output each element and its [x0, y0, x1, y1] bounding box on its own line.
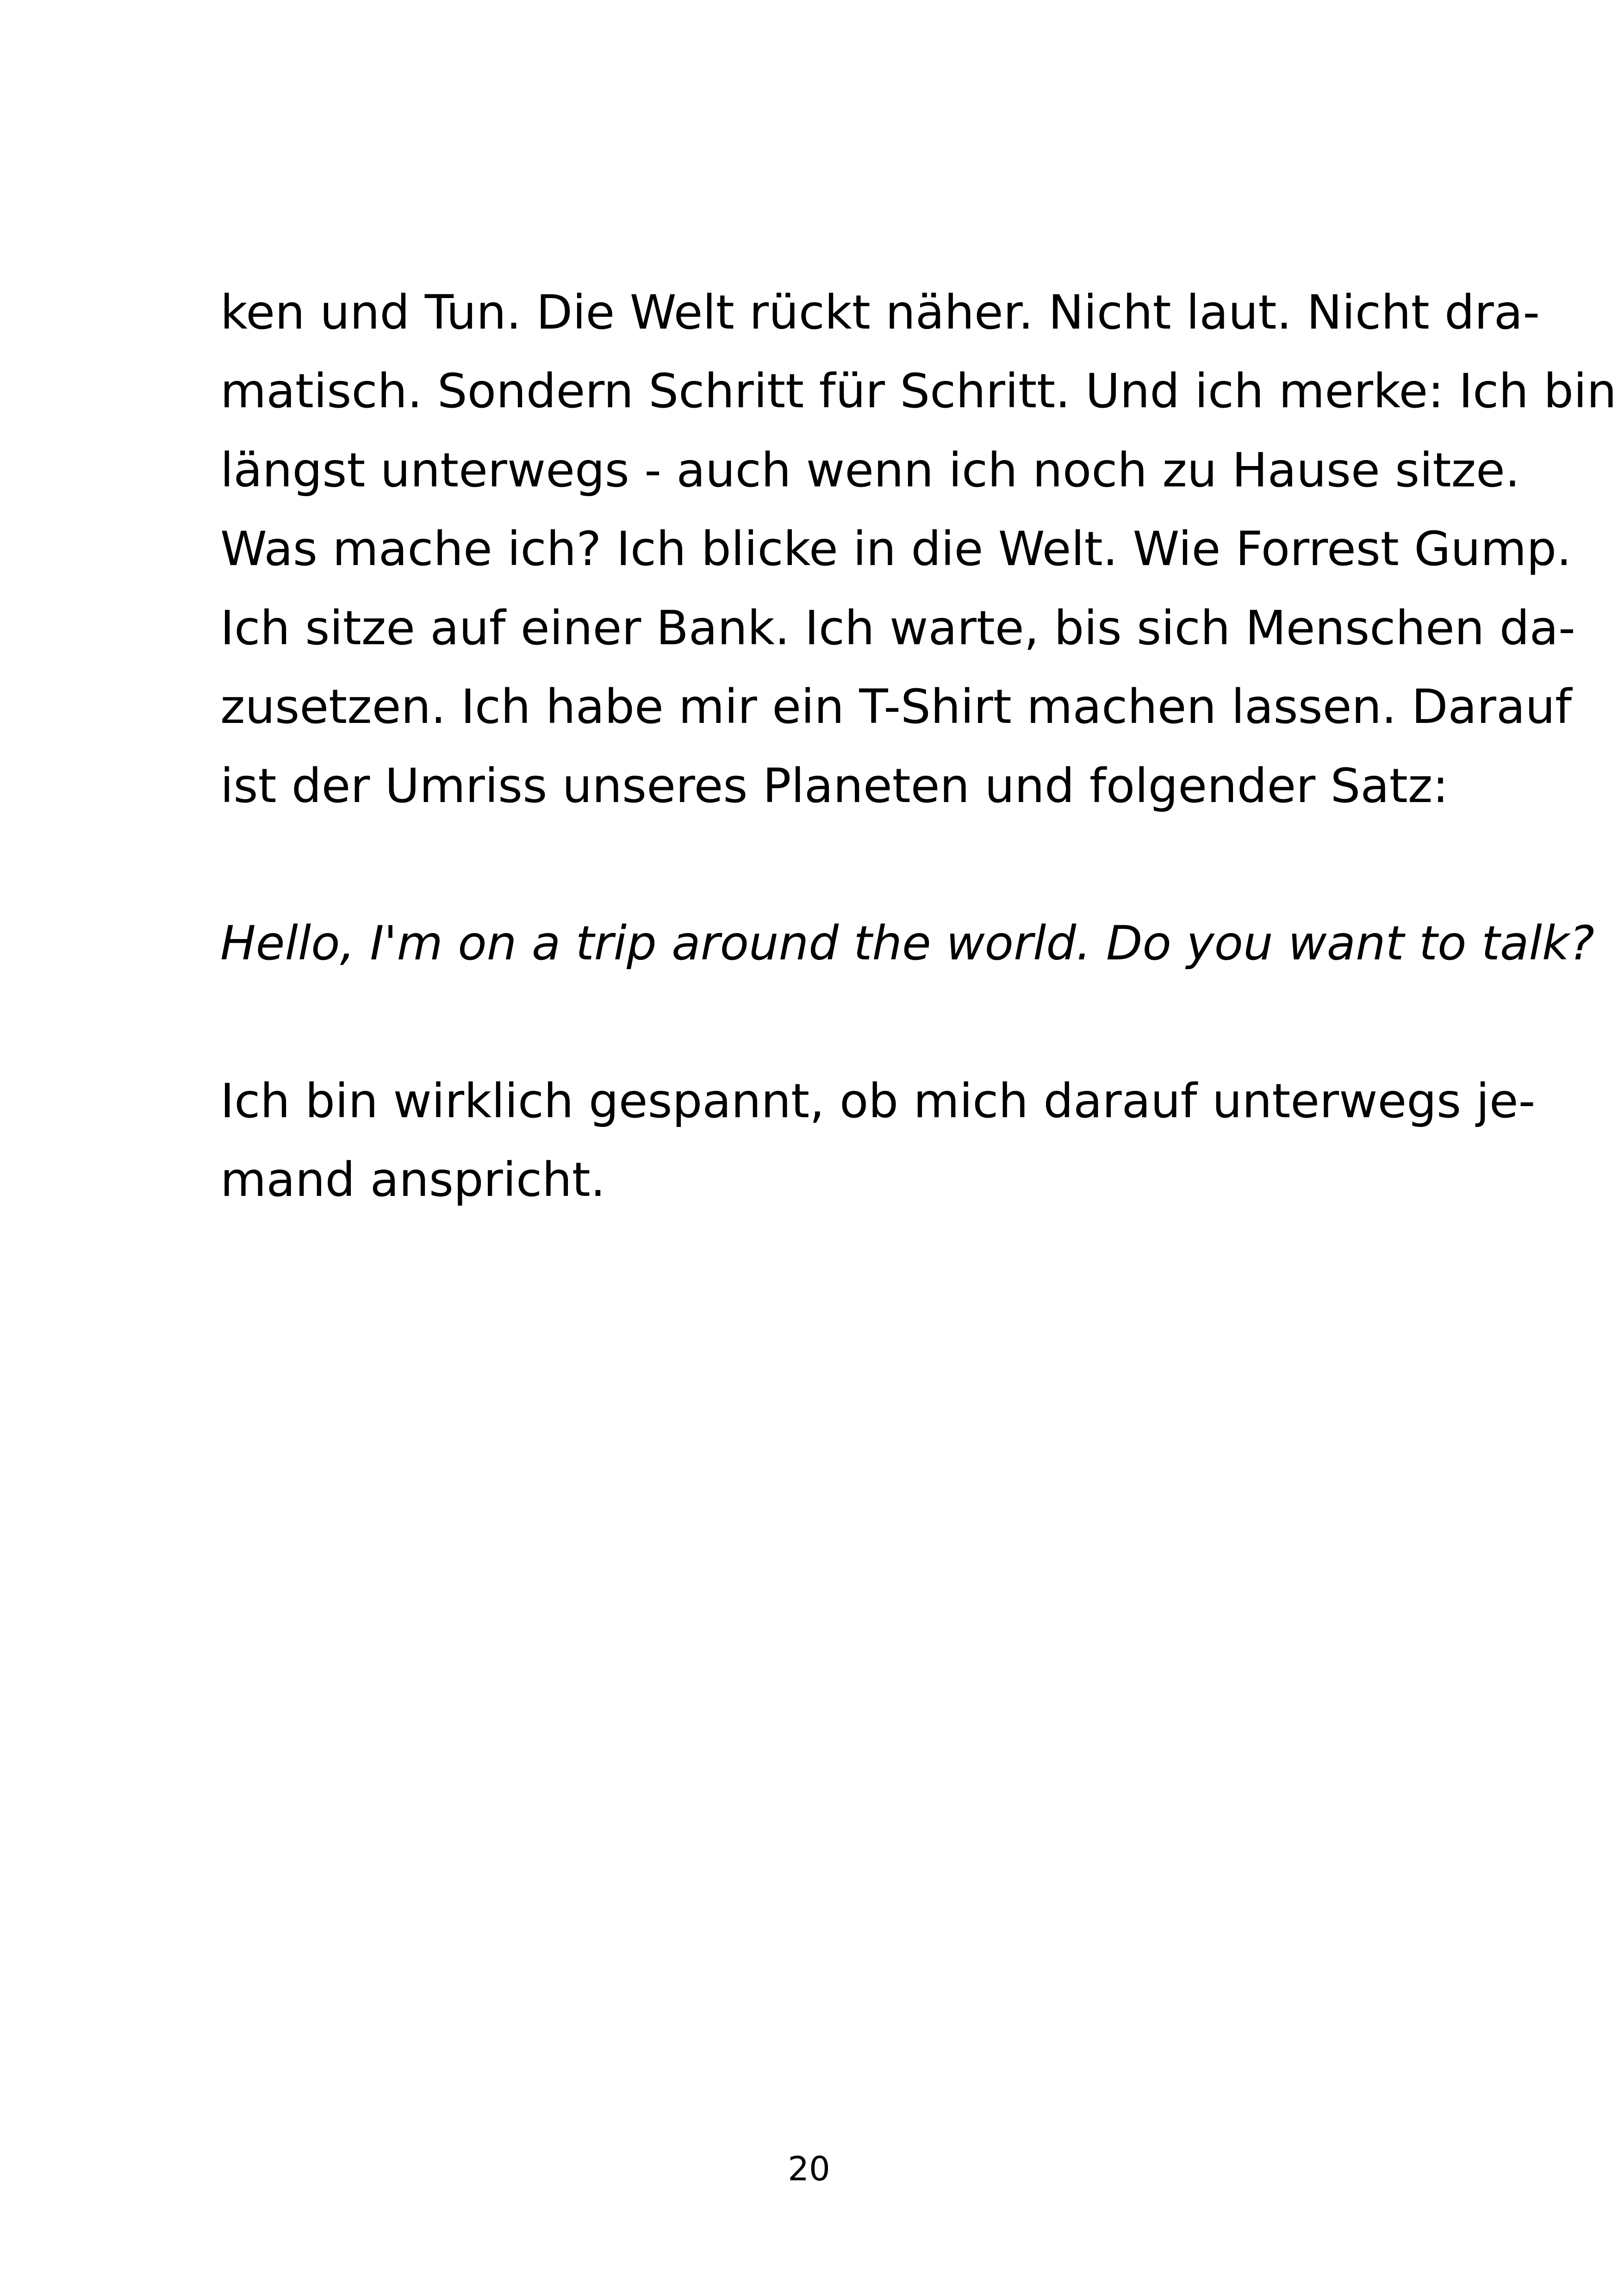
text-line: ist der Umriss unseres Planeten und folgender Satz:	[220, 759, 1449, 814]
text-line: zusetzen. Ich habe mir ein T-Shirt machen lassen. Darauf	[220, 679, 1572, 734]
text-line: matisch. Sondern Schritt für Schritt. Und ich merke: Ich bin	[220, 364, 1617, 419]
text-line: mand anspricht.	[220, 1152, 606, 1207]
page-number: 20	[788, 2149, 830, 2188]
text-line: Ich bin wirklich gespannt, ob mich darauf unterwegs je-	[220, 1074, 1536, 1129]
text-line: längst unterwegs - auch wenn ich noch zu Hause sitze.	[220, 443, 1520, 498]
text-line: ken und Tun. Die Welt rückt näher. Nicht laut. Nicht dra-	[220, 285, 1540, 340]
text-line: Ich sitze auf einer Bank. Ich warte, bis sich Menschen da-	[220, 601, 1575, 656]
text-line: Was mache ich? Ich blicke in die Welt. Wie Forrest Gump.	[220, 522, 1572, 577]
quote-text: Hello, I'm on a trip around the world. Do you want to talk?	[220, 916, 1595, 971]
